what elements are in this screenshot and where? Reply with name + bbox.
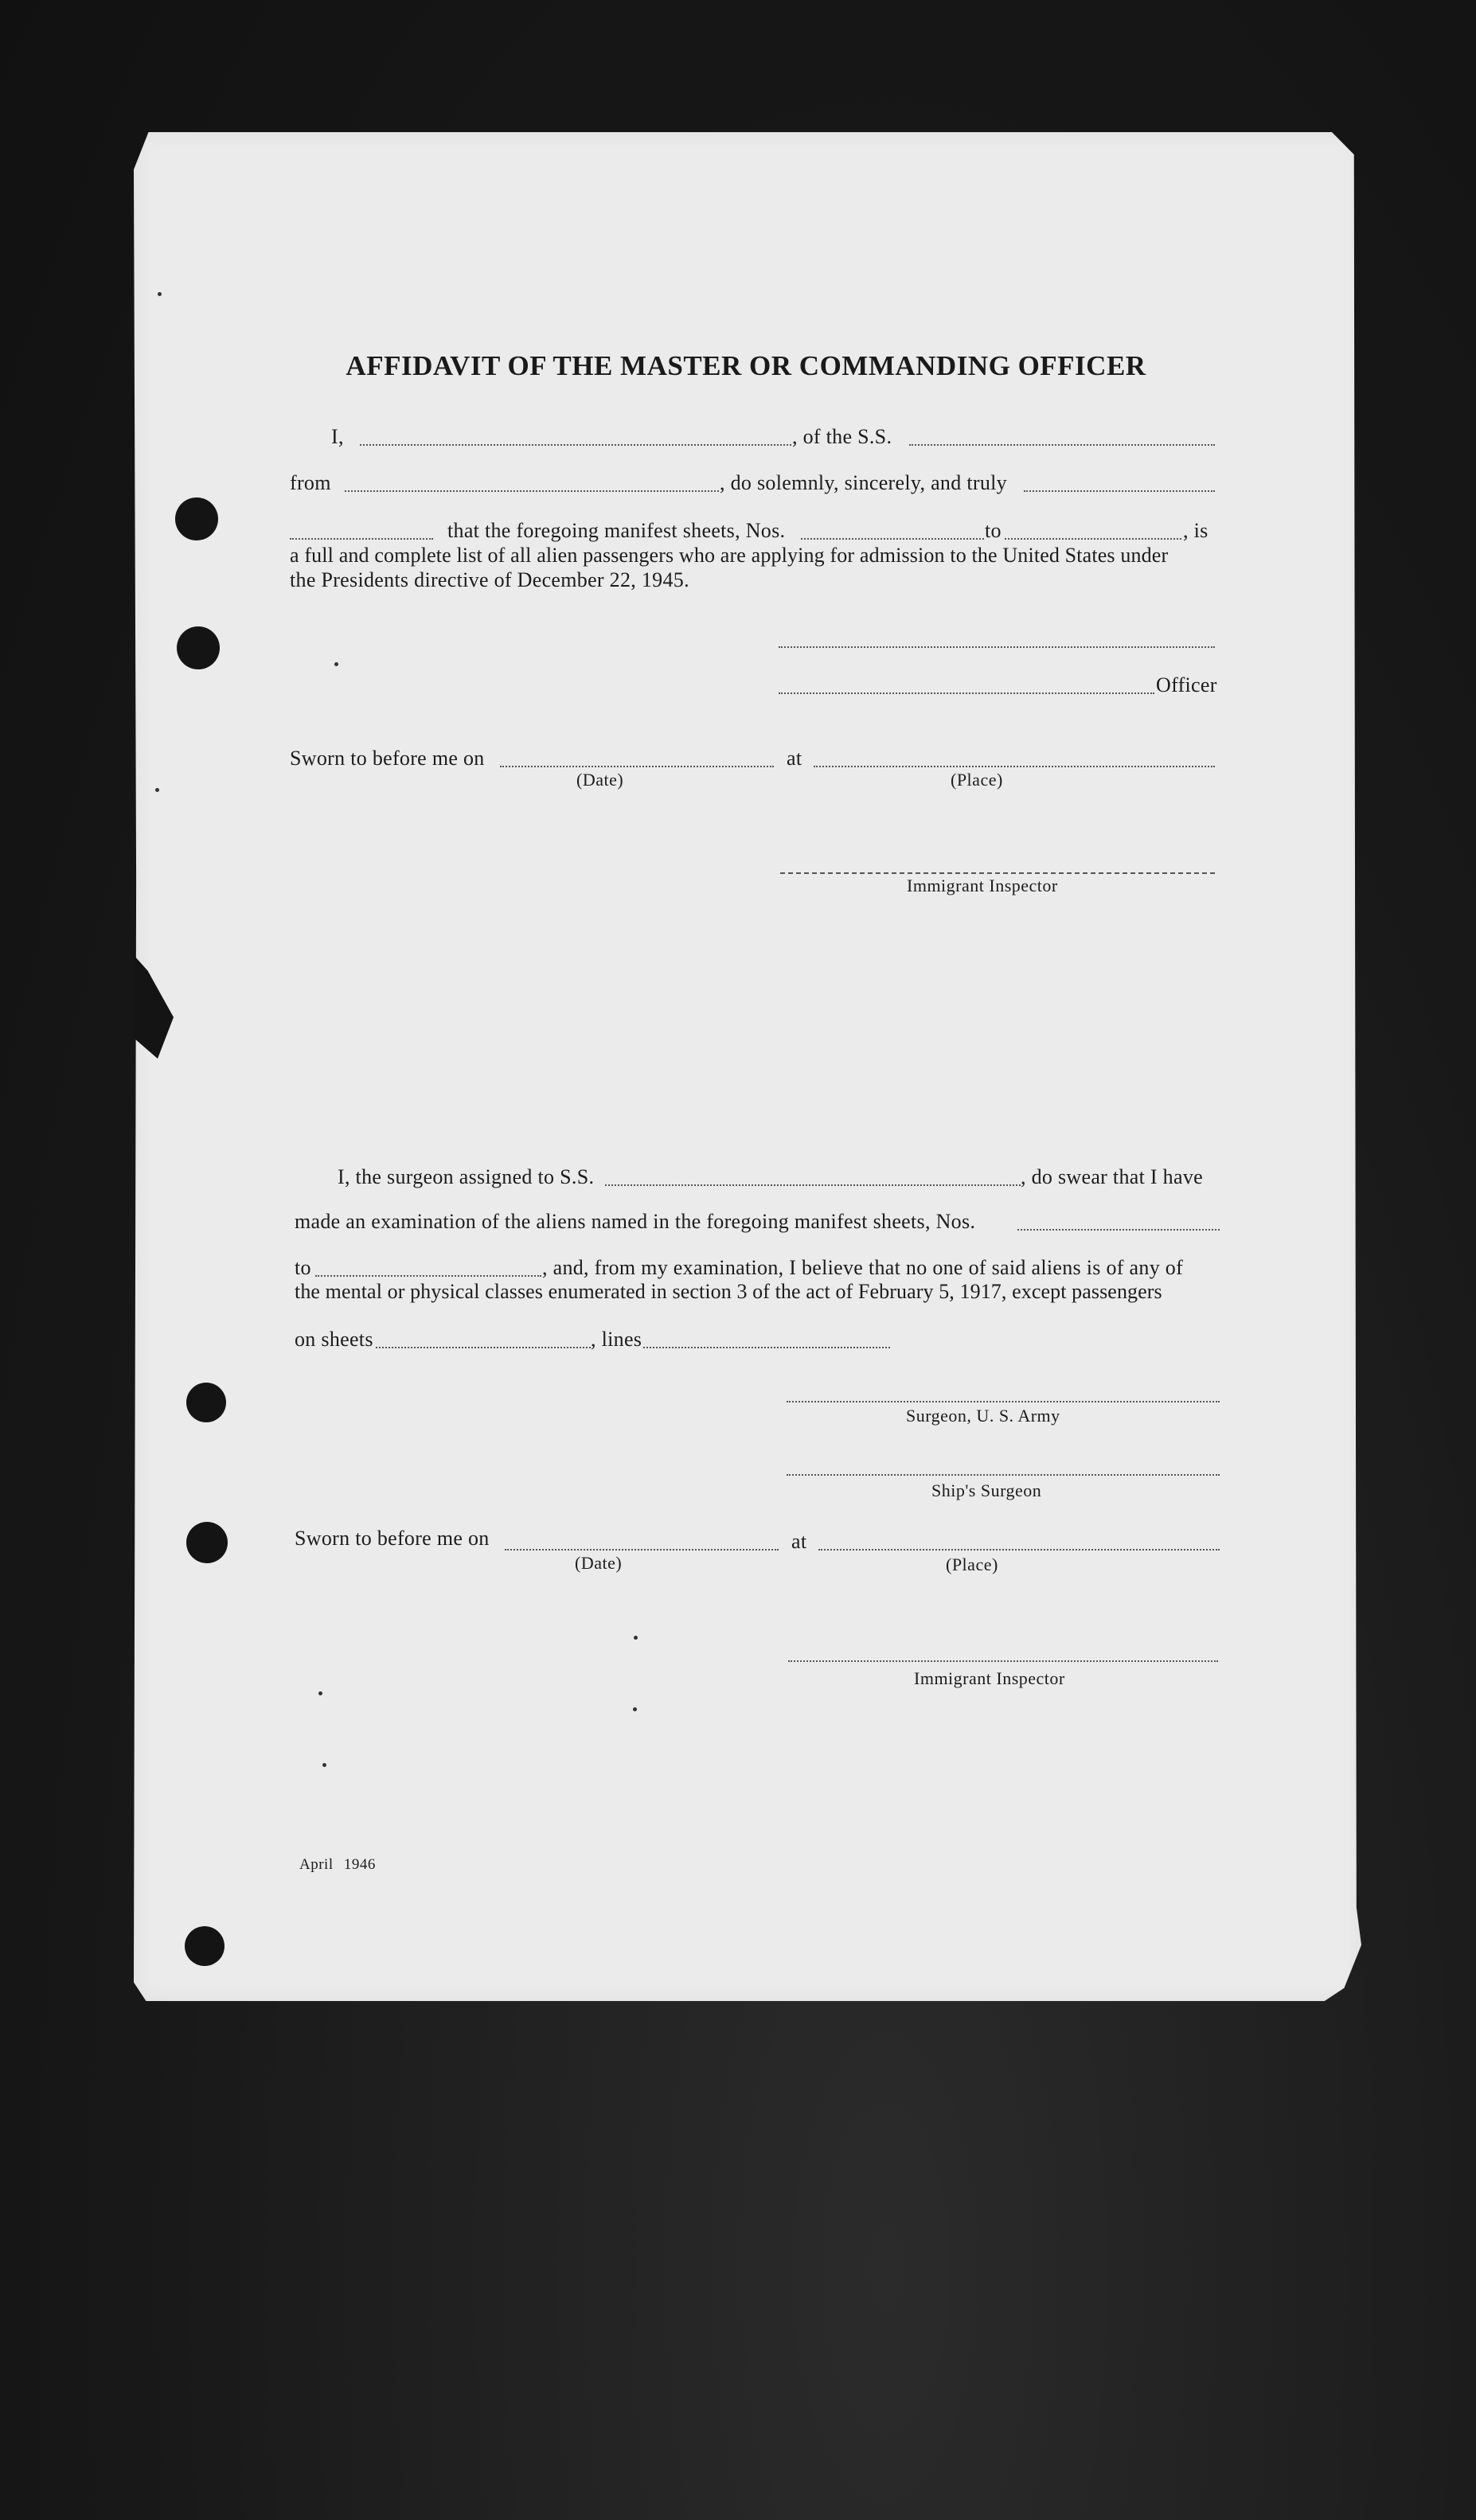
master-line5: the Presidents directive of December 22, 1945. [290, 568, 689, 591]
master-from-field[interactable] [345, 490, 719, 492]
master-line1-mid: , of the S.S. [792, 425, 892, 448]
punch-hole [186, 1522, 228, 1563]
officer-field[interactable] [779, 692, 1154, 694]
speck [322, 1763, 326, 1767]
surgeon-place-caption: (Place) [946, 1555, 998, 1574]
master-line2-start: from [290, 471, 331, 494]
surgeon-line1-end: , do swear that I have [1021, 1165, 1203, 1188]
surgeon-sworn-text: Sworn to before me on [295, 1527, 490, 1550]
master-nos-from-field[interactable] [801, 538, 984, 540]
master-sworn-date-field[interactable] [500, 766, 774, 767]
surgeon-at-text: at [791, 1530, 807, 1553]
punch-hole [177, 626, 220, 669]
master-inspector-signature-field[interactable] [780, 872, 1215, 874]
surgeon-inspector-label: Immigrant Inspector [914, 1668, 1065, 1688]
master-date-caption: (Date) [576, 770, 624, 790]
speck [334, 662, 338, 666]
master-line4: a full and complete list of all alien passengers who are applying for admission to the United States under [290, 544, 1169, 567]
surgeon-line2: made an examination of the aliens named in the foregoing manifest sheets, Nos. [295, 1210, 976, 1233]
page-title: AFFIDAVIT OF THE MASTER OR COMMANDING OFFICER [346, 350, 1146, 381]
surgeon-inspector-signature-field[interactable] [788, 1660, 1218, 1662]
officer-label: Officer [1156, 673, 1217, 696]
form-date: April 1946 [299, 1856, 376, 1873]
master-line3-end: , is [1183, 519, 1209, 542]
surgeon-lines-field[interactable] [643, 1347, 890, 1348]
master-sworn-text: Sworn to before me on [290, 747, 485, 770]
surgeon-line5-start: on sheets [295, 1328, 373, 1351]
master-name-field[interactable] [360, 444, 791, 446]
speck [634, 1636, 638, 1640]
master-ship-field[interactable] [909, 444, 1215, 446]
surgeon-sworn-date-field[interactable] [505, 1549, 779, 1551]
surgeon-nos-field[interactable] [1017, 1229, 1220, 1231]
master-oath-field[interactable] [1024, 490, 1215, 492]
speck [158, 292, 162, 296]
surgeon-nos-to-field[interactable] [315, 1275, 541, 1277]
surgeon-line5-mid: , lines [591, 1328, 642, 1351]
ship-surgeon-signature-field[interactable] [787, 1474, 1220, 1476]
punch-hole [185, 1926, 225, 1966]
document-sheet [134, 132, 1361, 2001]
master-inspector-label: Immigrant Inspector [907, 876, 1058, 895]
punch-hole [186, 1383, 226, 1422]
speck [155, 788, 159, 792]
surgeon-date-caption: (Date) [575, 1553, 623, 1573]
speck [318, 1691, 322, 1695]
surgeon-line1-start: I, the surgeon assigned to S.S. [338, 1165, 595, 1188]
army-surgeon-signature-field[interactable] [787, 1401, 1220, 1402]
master-line2-mid: , do solemnly, sincerely, and truly [720, 471, 1007, 494]
surgeon-line4: the mental or physical classes enumerated in section 3 of the act of February 5, 1917, except passengers [295, 1280, 1162, 1303]
punch-hole [175, 497, 218, 540]
master-place-caption: (Place) [951, 770, 1003, 790]
speck [633, 1707, 637, 1711]
army-surgeon-label: Surgeon, U. S. Army [906, 1406, 1060, 1426]
surgeon-sheets-field[interactable] [376, 1347, 591, 1348]
surgeon-ship-field[interactable] [605, 1184, 1021, 1186]
surgeon-sworn-place-field[interactable] [818, 1549, 1220, 1551]
surgeon-line3-end: , and, from my examination, I believe that no one of said aliens is of any of [542, 1256, 1184, 1279]
master-sworn-place-field[interactable] [814, 766, 1215, 767]
master-line3-to: to [985, 519, 1002, 542]
surgeon-line3-start: to [295, 1256, 311, 1279]
master-line3-mid: that the foregoing manifest sheets, Nos. [447, 519, 786, 542]
master-signature-field[interactable] [779, 646, 1215, 648]
master-verb-field[interactable] [290, 538, 433, 540]
master-nos-to-field[interactable] [1005, 538, 1181, 540]
master-line1-start: I, [331, 425, 344, 448]
master-at-text: at [787, 747, 802, 770]
ship-surgeon-label: Ship's Surgeon [931, 1480, 1042, 1500]
